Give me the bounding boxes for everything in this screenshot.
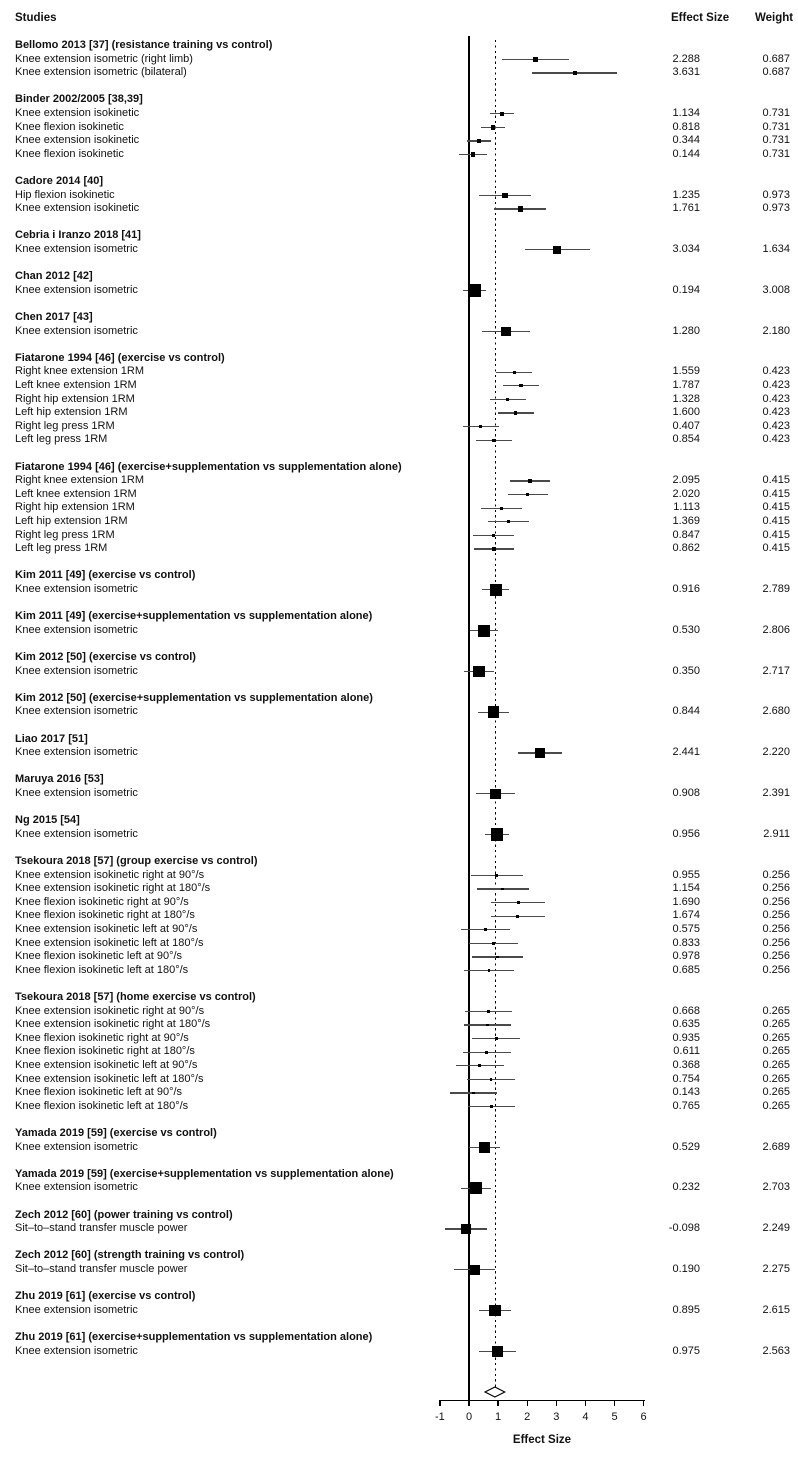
effect-size-value: 0.908 (672, 787, 700, 799)
study-group-title: Zech 2012 [60] (power training vs control) (15, 1208, 233, 1221)
study-group-title: Zhu 2019 [61] (exercise+supplementation vs supplementation alone) (15, 1331, 373, 1343)
outcome-label: Knee flexion isokinetic right at 180°/s (15, 909, 195, 922)
x-axis-tick-label: 1 (495, 1411, 502, 1423)
effect-size-value: 1.690 (672, 895, 700, 908)
effect-size-value: 2.288 (672, 52, 700, 65)
weight-value: 0.256 (762, 923, 790, 935)
effect-size-value: 0.194 (672, 283, 700, 296)
study-group-title: Cebria i Iranzo 2018 [41] (15, 229, 141, 242)
effect-size-square (492, 439, 495, 442)
effect-size-value: 0.190 (672, 1263, 700, 1275)
outcome-label: Right knee extension 1RM (15, 365, 145, 378)
effect-size-square (495, 874, 498, 877)
effect-size-value: 1.761 (672, 202, 700, 215)
weight-value: 0.731 (762, 120, 790, 133)
outcome-label: Knee extension isometric (15, 583, 138, 595)
outcome-label: Knee extension isokinetic left at 90°/s (15, 1059, 198, 1071)
study-group-title: Zhu 2019 [61] (exercise vs control) (15, 1290, 196, 1303)
outcome-label: Knee flexion isokinetic right at 90°/s (15, 895, 189, 908)
effect-size-value: 0.895 (672, 1303, 700, 1316)
weight-value: 0.265 (762, 1045, 790, 1058)
outcome-label: Knee flexion isokinetic (15, 147, 124, 160)
weight-value: 0.415 (762, 474, 790, 487)
effect-size-value: 0.344 (672, 134, 700, 147)
x-axis-tick-label: 2 (524, 1411, 531, 1423)
effect-size-value: 0.668 (672, 1004, 700, 1017)
effect-size-square (517, 901, 520, 904)
effect-size-square (473, 666, 485, 678)
effect-size-value: 0.854 (672, 433, 700, 446)
effect-size-square (492, 534, 495, 537)
effect-size-value: 0.765 (672, 1099, 700, 1112)
study-group-title: Yamada 2019 [59] (exercise vs control) (15, 1127, 217, 1139)
effect-size-square (485, 1051, 488, 1054)
outcome-label: Left hip extension 1RM (15, 515, 128, 527)
effect-size-square (518, 206, 523, 211)
effect-size-square (535, 748, 545, 758)
effect-size-square (519, 384, 522, 387)
study-group-title: Kim 2012 [50] (exercise vs control) (15, 651, 196, 663)
outcome-label: Knee extension isometric (15, 1181, 138, 1194)
effect-size-value: 0.143 (672, 1086, 700, 1099)
effect-size-square (495, 1037, 498, 1040)
study-group-title: Kim 2012 [50] (exercise+supplementation vs supplementation alone) (15, 691, 373, 704)
outcome-label: Knee extension isometric (15, 746, 138, 759)
outcome-label: Knee extension isokinetic (15, 202, 140, 215)
effect-size-square (533, 57, 537, 61)
effect-size-square (490, 789, 500, 799)
weight-value: 2.563 (762, 1344, 790, 1357)
study-group-title: Liao 2017 [51] (15, 732, 88, 745)
effect-size-value: 0.144 (672, 147, 700, 160)
study-group-title: Tsekoura 2018 [57] (group exercise vs control) (15, 855, 258, 867)
weight-value: 0.731 (762, 134, 790, 147)
effect-size-square (500, 112, 504, 116)
outcome-label: Knee extension isometric (15, 705, 138, 718)
effect-size-square (514, 411, 517, 414)
effect-size-value: 0.529 (672, 1140, 700, 1153)
study-group-title: Kim 2011 [49] (exercise+supplementation vs supplementation alone) (15, 610, 373, 623)
effect-size-square (492, 1346, 503, 1357)
study-group-title: Chen 2017 [43] (15, 311, 93, 323)
x-axis-tick-label: -1 (435, 1411, 445, 1423)
effect-size-square (478, 1064, 481, 1067)
study-group-title: Chan 2012 [42] (15, 270, 93, 283)
effect-size-value: 1.154 (672, 882, 700, 895)
weight-value: 0.731 (762, 107, 790, 119)
effect-size-value: 0.407 (672, 419, 700, 432)
effect-size-square (486, 1024, 489, 1027)
effect-size-value: 0.685 (672, 963, 700, 976)
effect-size-square (492, 942, 495, 945)
effect-size-square (490, 1105, 493, 1108)
weight-value: 0.731 (762, 147, 790, 160)
effect-size-value: 0.530 (672, 623, 700, 636)
effect-size-value: 0.956 (672, 827, 700, 840)
outcome-label: Right hip extension 1RM (15, 501, 135, 514)
x-axis-tick (556, 1400, 557, 1406)
column-header-effect-size: Effect Size (671, 12, 730, 24)
effect-size-value: 1.600 (672, 406, 700, 419)
effect-size-value: 3.631 (672, 66, 700, 79)
column-header-weight: Weight (755, 12, 794, 24)
effect-size-square (501, 888, 504, 891)
zero-reference-line (468, 36, 470, 1400)
outcome-label: Knee flexion isokinetic left at 90°/s (15, 1086, 183, 1099)
effect-size-square (491, 828, 503, 840)
effect-size-square (496, 956, 499, 959)
effect-size-square (507, 520, 510, 523)
pooled-diamond (484, 1386, 506, 1398)
outcome-label: Knee extension isometric (15, 243, 138, 255)
weight-value: 0.687 (762, 66, 790, 79)
outcome-label: Knee extension isokinetic left at 180°/s (15, 1072, 204, 1085)
outcome-label: Knee extension isokinetic right at 90°/s (15, 1004, 205, 1017)
effect-size-value: 0.975 (672, 1344, 700, 1357)
weight-value: 0.256 (762, 895, 790, 908)
effect-size-value: 0.955 (672, 868, 700, 881)
weight-value: 0.256 (762, 868, 790, 881)
effect-size-square (489, 1305, 500, 1316)
outcome-label: Knee extension isometric (15, 1303, 138, 1316)
effect-size-square (470, 1182, 482, 1194)
outcome-label: Left knee extension 1RM (15, 379, 137, 391)
study-group-title: Binder 2002/2005 [38,39] (15, 93, 143, 106)
study-group-title: Cadore 2014 [40] (15, 175, 104, 187)
outcome-label: Sit–to–stand transfer muscle power (15, 1222, 188, 1235)
outcome-label: Knee flexion isokinetic left at 180°/s (15, 1099, 189, 1112)
effect-size-value: 0.754 (672, 1072, 700, 1085)
outcome-label: Knee extension isometric (15, 1344, 138, 1357)
effect-size-square (488, 706, 499, 717)
outcome-label: Knee extension isometric (15, 1140, 138, 1153)
weight-value: 2.249 (762, 1222, 790, 1235)
weight-value: 2.689 (762, 1140, 790, 1153)
outcome-label: Left leg press 1RM (15, 433, 108, 446)
effect-size-square (479, 425, 482, 428)
effect-size-square (468, 284, 481, 297)
weight-value: 0.265 (762, 1059, 790, 1071)
x-axis-tick (497, 1400, 498, 1406)
weight-value: 2.789 (762, 583, 790, 595)
effect-size-value: 0.833 (672, 936, 700, 949)
weight-value: 0.423 (762, 419, 790, 432)
effect-size-value: 0.232 (672, 1181, 700, 1194)
weight-value: 0.256 (762, 936, 790, 949)
x-axis-tick-label: 6 (640, 1411, 647, 1423)
study-group-title: Bellomo 2013 [37] (resistance training vs control) (15, 39, 273, 51)
outcome-label: Left hip extension 1RM (15, 406, 128, 419)
x-axis-tick (643, 1400, 644, 1406)
weight-value: 0.265 (762, 1018, 790, 1031)
effect-size-value: 0.916 (672, 583, 700, 595)
effect-size-value: 0.818 (672, 120, 700, 133)
weight-value: 2.275 (762, 1263, 790, 1275)
weight-value: 0.256 (762, 882, 790, 895)
outcome-label: Knee extension isometric (15, 324, 138, 337)
x-axis-tick (614, 1400, 615, 1406)
effect-size-value: 0.350 (672, 664, 700, 677)
outcome-label: Right knee extension 1RM (15, 474, 145, 487)
outcome-label: Knee extension isokinetic left at 180°/s (15, 936, 204, 949)
effect-size-square (472, 1092, 475, 1095)
outcome-label: Sit–to–stand transfer muscle power (15, 1263, 188, 1275)
effect-size-value: 1.328 (672, 392, 700, 405)
effect-size-value: 2.095 (672, 474, 700, 487)
weight-value: 0.265 (762, 1004, 790, 1017)
effect-size-value: 1.134 (672, 107, 700, 119)
outcome-label: Knee extension isometric (15, 664, 138, 677)
effect-size-value: 0.847 (672, 528, 700, 541)
study-group-title: Ng 2015 [54] (15, 814, 80, 827)
weight-value: 0.265 (762, 1031, 790, 1044)
effect-size-value: -0.098 (668, 1222, 700, 1235)
weight-value: 2.391 (762, 787, 790, 799)
weight-value: 0.423 (762, 365, 790, 378)
weight-value: 0.423 (762, 406, 790, 419)
weight-value: 3.008 (762, 283, 790, 296)
weight-value: 0.423 (762, 379, 790, 391)
x-axis-title: Effect Size (512, 1434, 572, 1446)
effect-size-value: 0.844 (672, 705, 700, 718)
effect-size-square (573, 71, 577, 75)
effect-size-square (501, 327, 511, 337)
study-group-title: Yamada 2019 [59] (exercise+supplementation vs supplementation alone) (15, 1167, 394, 1180)
weight-value: 2.680 (762, 705, 790, 718)
outcome-label: Knee flexion isokinetic right at 90°/s (15, 1031, 189, 1044)
weight-value: 0.973 (762, 202, 790, 215)
weight-value: 0.265 (762, 1072, 790, 1085)
outcome-label: Knee extension isokinetic right at 90°/s (15, 868, 205, 881)
effect-size-square (470, 1265, 480, 1275)
effect-size-value: 1.559 (672, 365, 700, 378)
weight-value: 0.415 (762, 515, 790, 527)
weight-value: 0.415 (762, 501, 790, 514)
effect-size-value: 0.862 (672, 542, 700, 555)
effect-size-value: 0.575 (672, 923, 700, 935)
weight-value: 0.256 (762, 950, 790, 963)
outcome-label: Knee extension isokinetic (15, 107, 140, 119)
weight-value: 1.634 (762, 243, 790, 255)
study-group-title: Fiatarone 1994 [46] (exercise vs control) (15, 351, 225, 364)
effect-size-value: 0.935 (672, 1031, 700, 1044)
outcome-label: Knee flexion isokinetic (15, 120, 124, 133)
weight-value: 0.265 (762, 1099, 790, 1112)
effect-size-value: 1.235 (672, 188, 700, 201)
outcome-label: Knee extension isokinetic right at 180°/s (15, 882, 211, 895)
outcome-label: Knee extension isokinetic (15, 134, 140, 147)
weight-value: 0.415 (762, 542, 790, 555)
effect-size-square (461, 1224, 471, 1234)
outcome-label: Knee extension isometric (15, 283, 138, 296)
outcome-label: Right leg press 1RM (15, 528, 115, 541)
effect-size-square (500, 507, 503, 510)
effect-size-square (513, 371, 516, 374)
outcome-label: Right hip extension 1RM (15, 392, 135, 405)
outcome-label: Knee extension isokinetic right at 180°/s (15, 1018, 211, 1031)
effect-size-square (478, 625, 490, 637)
effect-size-square (490, 584, 502, 596)
weight-value: 2.615 (762, 1303, 790, 1316)
weight-value: 2.703 (762, 1181, 790, 1194)
outcome-label: Left leg press 1RM (15, 542, 108, 555)
effect-size-square (490, 1078, 493, 1081)
effect-size-value: 1.674 (672, 909, 700, 922)
x-axis-tick (527, 1400, 528, 1406)
weight-value: 0.265 (762, 1086, 790, 1099)
effect-size-square (502, 193, 507, 198)
x-axis-tick-label: 5 (611, 1411, 618, 1423)
weight-value: 0.687 (762, 52, 790, 65)
weight-value: 0.423 (762, 433, 790, 446)
outcome-label: Knee extension isometric (bilateral) (15, 66, 187, 79)
x-axis-tick-label: 3 (553, 1411, 560, 1423)
effect-size-square (526, 493, 529, 496)
weight-value: 0.973 (762, 188, 790, 201)
weight-value: 2.806 (762, 623, 790, 636)
outcome-label: Right leg press 1RM (15, 419, 115, 432)
effect-size-value: 1.280 (672, 324, 700, 337)
effect-size-square (553, 246, 561, 254)
outcome-label: Knee flexion isokinetic left at 180°/s (15, 963, 189, 976)
effect-size-square (516, 915, 519, 918)
weight-value: 0.415 (762, 487, 790, 500)
weight-value: 0.256 (762, 909, 790, 922)
weight-value: 2.717 (762, 664, 790, 677)
study-group-title: Maruya 2016 [53] (15, 773, 104, 786)
effect-size-value: 0.635 (672, 1018, 700, 1031)
weight-value: 0.423 (762, 392, 790, 405)
study-group-title: Kim 2011 [49] (exercise vs control) (15, 569, 196, 582)
outcome-label: Knee extension isometric (15, 787, 138, 799)
study-group-title: Zech 2012 [60] (strength training vs control) (15, 1249, 245, 1262)
effect-size-square (528, 479, 531, 482)
effect-size-square (492, 547, 495, 550)
outcome-label: Knee extension isometric (15, 827, 138, 840)
outcome-label: Knee flexion isokinetic left at 90°/s (15, 950, 183, 963)
effect-size-square (506, 398, 509, 401)
effect-size-value: 0.978 (672, 950, 700, 963)
weight-value: 0.415 (762, 528, 790, 541)
outcome-label: Knee extension isokinetic left at 90°/s (15, 923, 198, 935)
effect-size-square (477, 139, 481, 143)
x-axis-tick (468, 1400, 469, 1406)
study-group-title: Fiatarone 1994 [46] (exercise+supplementation vs supplementation alone) (15, 460, 402, 473)
weight-value: 0.256 (762, 963, 790, 976)
effect-size-value: 3.034 (672, 243, 700, 255)
effect-size-value: 1.369 (672, 515, 700, 527)
outcome-label: Knee extension isometric (right limb) (15, 52, 193, 65)
column-header-studies: Studies (15, 12, 57, 24)
effect-size-value: 2.441 (672, 746, 700, 759)
effect-size-value: 1.787 (672, 379, 700, 391)
x-axis-tick-label: 0 (465, 1411, 473, 1423)
effect-size-value: 2.020 (672, 487, 700, 500)
effect-size-square (488, 969, 491, 972)
effect-size-square (471, 152, 475, 156)
outcome-label: Knee extension isometric (15, 623, 138, 636)
x-axis-tick (439, 1400, 440, 1406)
weight-value: 2.220 (762, 746, 790, 759)
study-group-title: Tsekoura 2018 [57] (home exercise vs control) (15, 991, 256, 1003)
outcome-label: Left knee extension 1RM (15, 487, 137, 500)
weight-value: 2.180 (762, 324, 790, 337)
weight-value: 2.911 (763, 827, 790, 840)
outcome-label: Hip flexion isokinetic (15, 188, 115, 201)
effect-size-square (484, 928, 487, 931)
x-axis-tick (585, 1400, 586, 1406)
outcome-label: Knee flexion isokinetic right at 180°/s (15, 1045, 195, 1058)
x-axis-tick-label: 4 (582, 1411, 589, 1423)
effect-size-value: 0.611 (673, 1045, 700, 1058)
effect-size-square (479, 1142, 490, 1153)
effect-size-value: 1.113 (673, 501, 700, 514)
effect-size-square (491, 125, 495, 129)
effect-size-square (487, 1010, 490, 1013)
effect-size-value: 0.368 (672, 1059, 700, 1071)
